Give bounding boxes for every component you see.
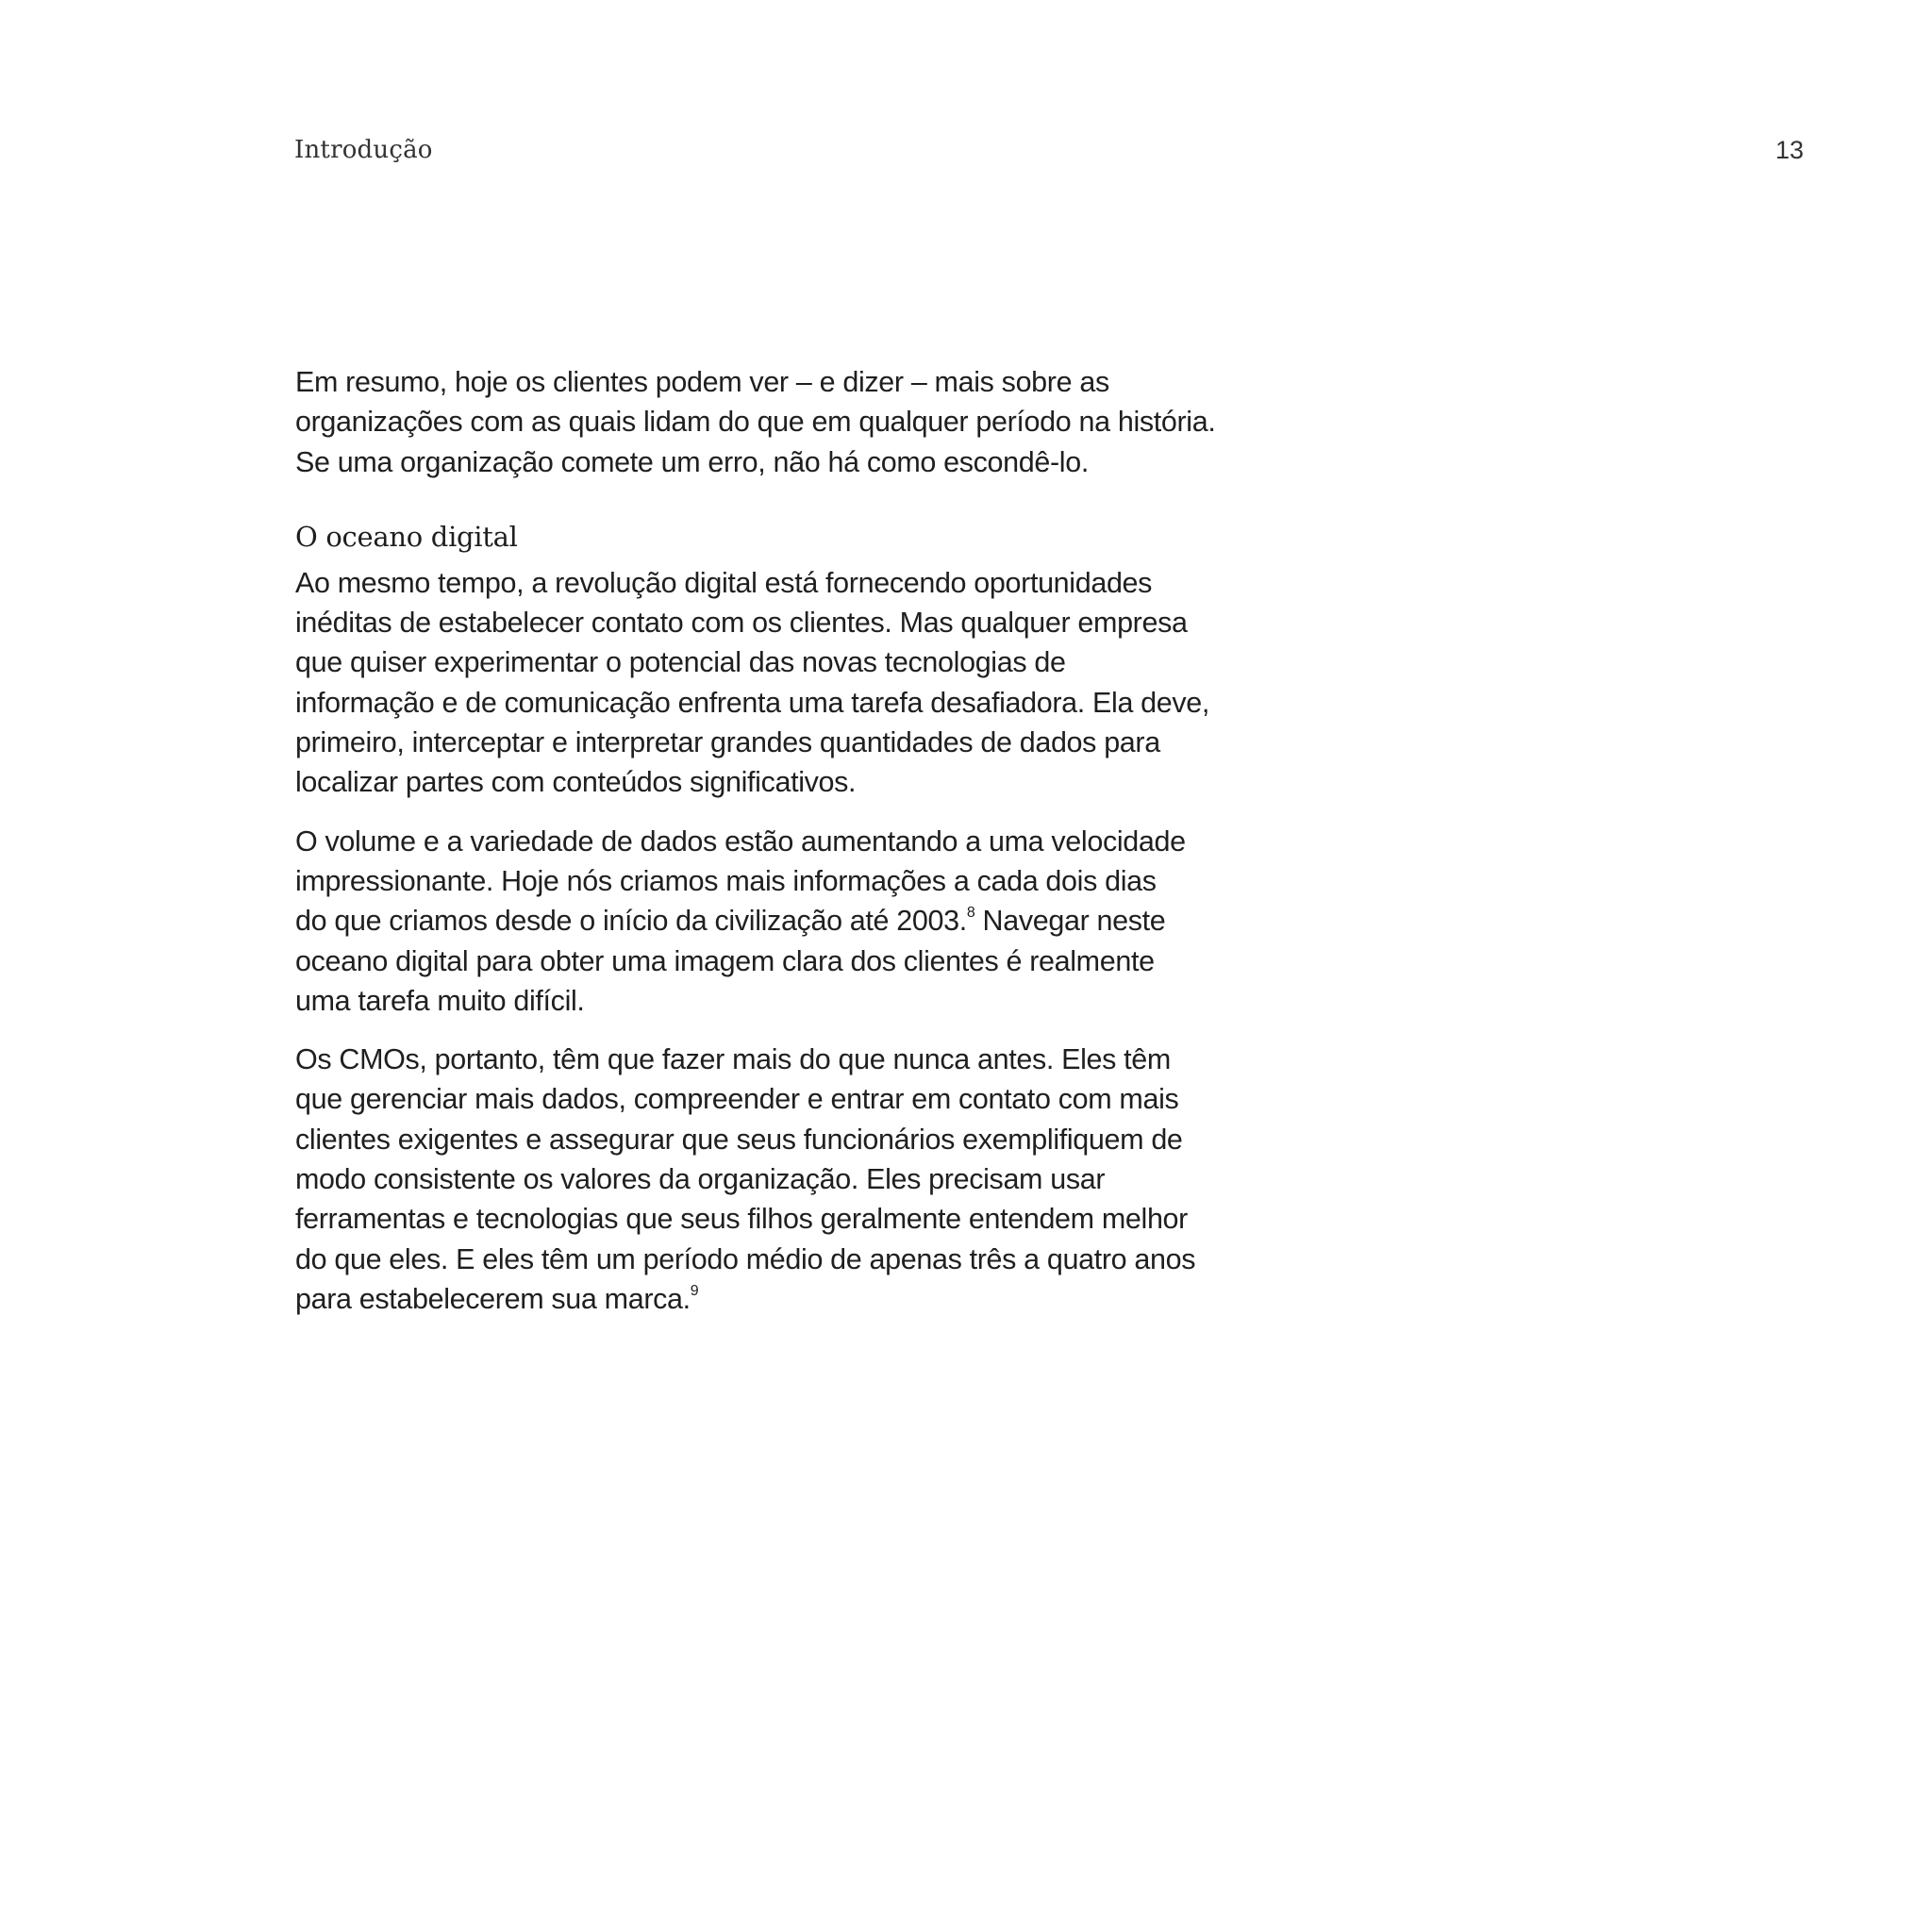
text-line: Em resumo, hoje os clientes podem ver – e dizer – mais sobre as (295, 366, 1109, 398)
text-line: inéditas de estabelecer contato com os clientes. Mas qualquer empresa (295, 607, 1188, 640)
text-line (295, 901, 1239, 941)
text-line: primeiro, interceptar e interpretar grandes quantidades de dados para (295, 726, 1160, 759)
text-line: Os CMOs, portanto, têm que fazer mais do que nunca antes. Eles têm (295, 1043, 1171, 1076)
text-line: ferramentas e tecnologias que seus filhos geralmente entendem melhor (295, 1203, 1188, 1236)
text-line: O volume e a variedade de dados estão aumentando a uma velocidade (295, 824, 1186, 858)
text-fragment: do que criamos desde o início da civilização até 2003. (295, 905, 967, 938)
text-line: localizar partes com conteúdos significativos. (295, 766, 857, 799)
footnote-marker: 8 (966, 905, 975, 922)
text-line (295, 1279, 1239, 1319)
text-line: uma tarefa muito difícil. (295, 984, 585, 1017)
text-line: Se uma organização comete um erro, não há como escondê-lo. (295, 445, 1089, 478)
text-line: clientes exigentes e assegurar que seus funcionários exemplifiquem de (295, 1123, 1183, 1156)
text-fragment: Navegar neste (974, 905, 1166, 938)
text-line: modo consistente os valores da organização. Eles precisam usar (295, 1163, 1106, 1196)
running-head: Introdução (294, 136, 433, 164)
text-line: impressionante. Hoje nós criamos mais informações a cada dois dias (295, 864, 1157, 897)
footnote-marker: 9 (690, 1282, 699, 1299)
paragraph-data-volume (295, 822, 1239, 1021)
body-text (295, 362, 1239, 1319)
paragraph-summary (295, 362, 1239, 482)
text-line: que gerenciar mais dados, compreender e entrar em contato com mais (295, 1083, 1179, 1116)
page-number: 13 (1774, 136, 1804, 164)
page-header (294, 136, 1804, 170)
text-fragment: para estabelecerem sua marca. (295, 1282, 691, 1315)
text-line: que quiser experimentar o potencial das novas tecnologias de (295, 646, 1066, 679)
text-line: oceano digital para obter uma imagem clara dos clientes é realmente (295, 944, 1155, 977)
paragraph-cmos (295, 1040, 1239, 1319)
text-line: organizações com as quais lidam do que em qualquer período na história. (295, 406, 1216, 439)
text-line: Ao mesmo tempo, a revolução digital está fornecendo oportunidades (295, 566, 1153, 599)
text-line: informação e de comunicação enfrenta uma tarefa desafiadora. Ela deve, (295, 686, 1210, 719)
section-heading: O oceano digital (295, 520, 518, 553)
text-line: do que eles. E eles têm um período médio de apenas três a quatro anos (295, 1242, 1196, 1275)
paragraph-digital-revolution (295, 563, 1239, 803)
